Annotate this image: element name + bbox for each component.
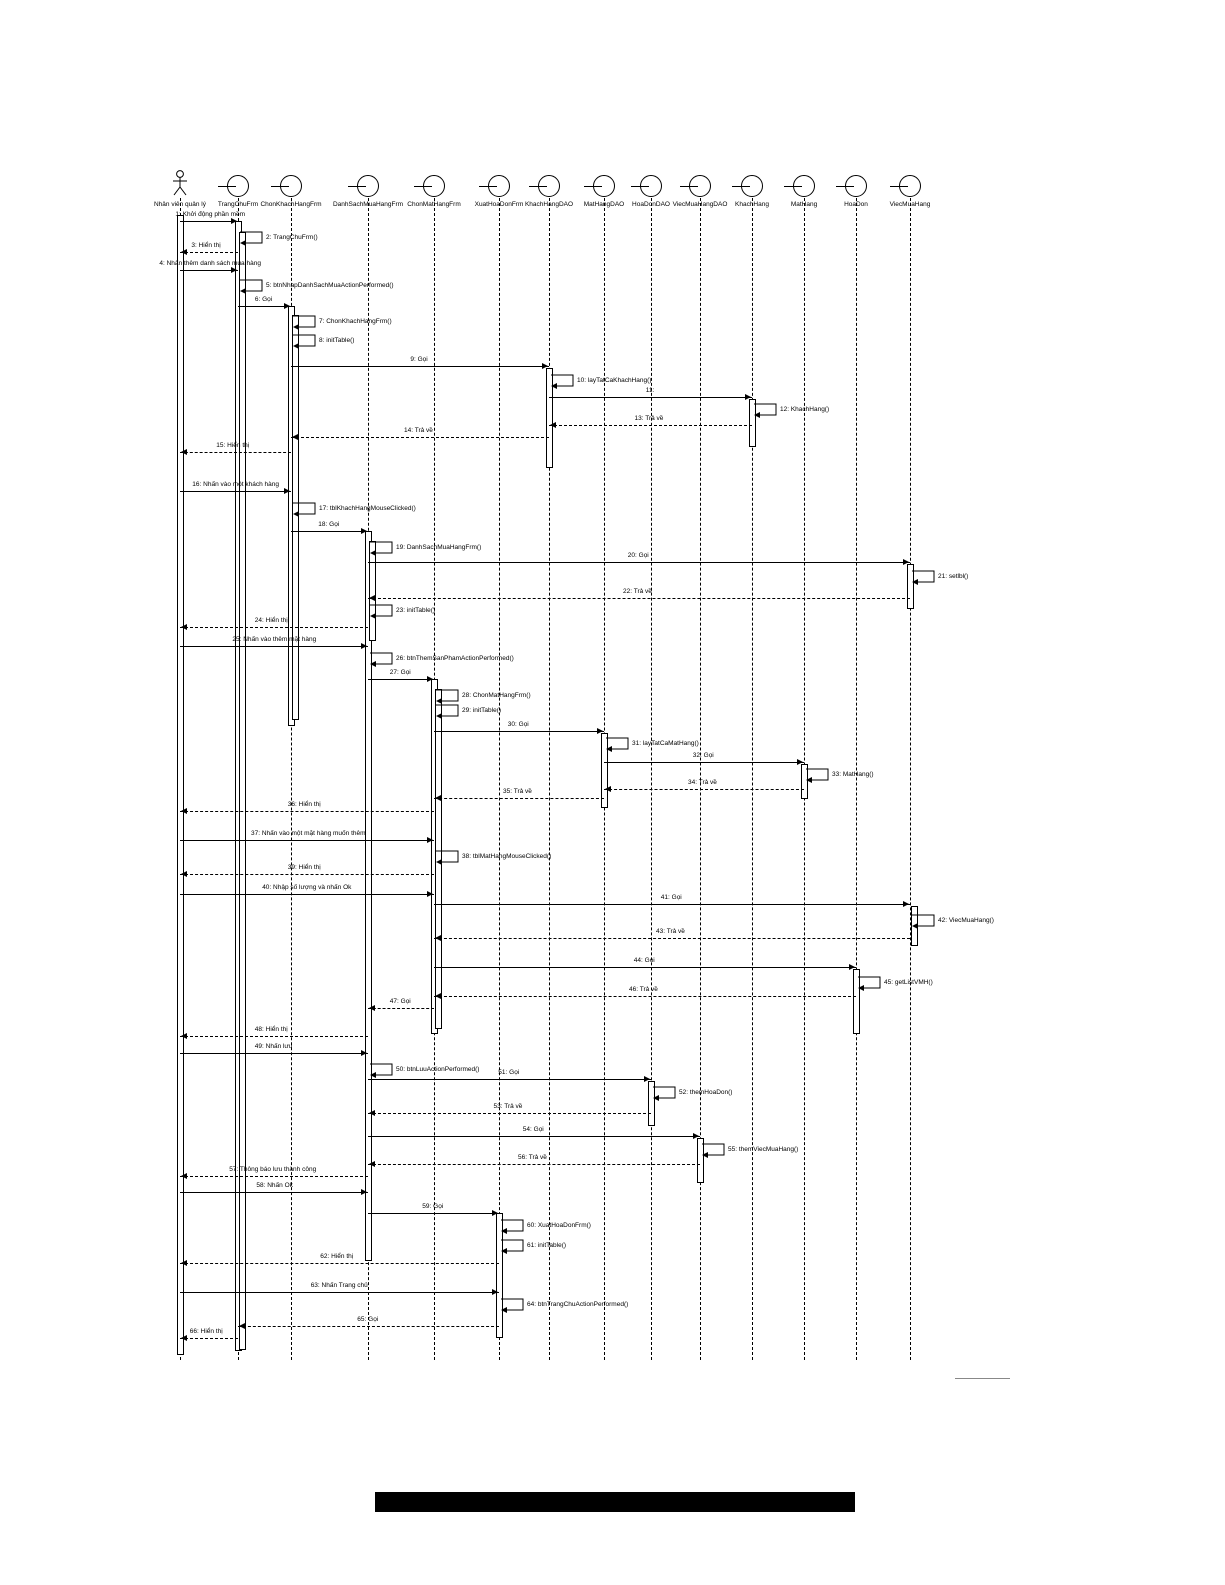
message-label-60: 60: XuatHoaDonFrm()	[527, 1222, 591, 1229]
arrowhead-23	[370, 613, 376, 619]
arrowhead-29	[436, 713, 442, 719]
message-line-32	[604, 762, 804, 763]
message-label-28: 28: ChonMatHangFrm()	[462, 692, 531, 699]
lifeline-label-hoadon: HoaDon	[844, 201, 868, 208]
lifeline-label-khdao: KhachHangDAO	[524, 201, 574, 208]
lifeline-label-dsmh: DanhSachMuaHangFrm	[332, 201, 404, 208]
lifeline-label-actor: Nhân viên quản lý	[153, 201, 207, 208]
message-line-20	[368, 562, 910, 563]
message-label-25: 25: Nhấn vào thêm mặt hàng	[232, 636, 317, 643]
lifeline-label-trangchu: TrangChuFrm	[217, 201, 259, 208]
message-label-30: 30: Gọi	[507, 721, 529, 728]
arrowhead-55	[702, 1152, 708, 1158]
message-line-53	[368, 1113, 651, 1114]
message-label-3: 3: Hiển thị	[191, 242, 221, 249]
message-line-56	[368, 1164, 700, 1165]
message-label-63: 63: Nhấn Trang chủ	[310, 1282, 368, 1289]
message-label-53: 53: Trả về	[493, 1103, 523, 1110]
message-label-49: 49: Nhấn lưu	[254, 1043, 293, 1050]
message-label-17: 17: tblKhachHangMouseClicked()	[319, 505, 416, 512]
arrowhead-11	[745, 394, 751, 400]
message-line-44	[434, 967, 856, 968]
footer-rule	[955, 1378, 1010, 1379]
arrowhead-24	[181, 624, 187, 630]
arrowhead-53	[369, 1110, 375, 1116]
arrowhead-42	[912, 923, 918, 929]
arrowhead-40	[427, 891, 433, 897]
lifeline-label-chonmh: ChonMatHangFrm	[407, 201, 461, 208]
message-line-59	[368, 1213, 499, 1214]
message-label-15: 15: Hiển thị	[216, 442, 250, 449]
lifeline-head-tick	[631, 186, 649, 187]
message-line-11	[549, 397, 752, 398]
message-label-42: 42: ViecMuaHang()	[938, 917, 994, 924]
arrowhead-54	[693, 1133, 699, 1139]
arrowhead-33	[806, 777, 812, 783]
lifeline-label-vmhdao: ViecMuaHangDAO	[672, 201, 728, 208]
arrowhead-2	[240, 240, 246, 246]
message-label-10: 10: layTatCaKhachHang()	[577, 377, 652, 384]
arrowhead-19	[370, 550, 376, 556]
arrowhead-8	[293, 343, 299, 349]
lifeline-label-chonkh: ChonKhachHangFrm	[260, 201, 322, 208]
lifeline-label-hddao: HoaDonDAO	[632, 201, 670, 208]
message-line-16	[180, 491, 291, 492]
lifeline-label-mathang: MatHang	[790, 201, 818, 208]
arrowhead-3	[181, 249, 187, 255]
lifeline-head-tick	[348, 186, 366, 187]
message-label-41: 41: Gọi	[660, 894, 682, 901]
message-label-16: 16: Nhấn vào một khách hàng	[192, 481, 280, 488]
message-label-57: 57: Thông báo lưu thành công	[229, 1166, 317, 1173]
message-line-63	[180, 1292, 499, 1293]
message-label-55: 55: themViecMuaHang()	[728, 1146, 799, 1153]
lifeline-label-xuathd: XuatHoaDonFrm	[474, 201, 524, 208]
message-line-3	[180, 252, 238, 253]
message-line-1	[180, 221, 238, 222]
arrowhead-31	[606, 746, 612, 752]
arrowhead-59	[492, 1210, 498, 1216]
message-label-12: 12: KhachHang()	[780, 406, 830, 413]
message-label-1: 1: Khởi động phần mềm	[175, 211, 246, 218]
message-label-21: 21: setlbl()	[938, 573, 969, 580]
message-line-27	[368, 679, 434, 680]
arrowhead-14	[292, 434, 298, 440]
message-line-9	[291, 366, 549, 367]
message-label-31: 31: layTatCaMatHang()	[632, 740, 699, 747]
message-label-6: 6: Gọi	[254, 296, 273, 303]
message-label-56: 56: Trả về	[518, 1154, 547, 1161]
lifeline-label-khachhang: KhachHang	[735, 201, 769, 208]
lifeline-head-tick	[784, 186, 802, 187]
arrowhead-57	[181, 1173, 187, 1179]
arrowhead-6	[284, 303, 290, 309]
lifeline-head-tick	[479, 186, 497, 187]
message-label-66: 66: Hiển thị	[189, 1328, 223, 1335]
message-label-13: 13: Trả về	[634, 415, 664, 422]
message-label-62: 62: Hiển thị	[320, 1253, 354, 1260]
arrowhead-56	[369, 1161, 375, 1167]
lifeline-head-tick	[218, 186, 236, 187]
lifeline-head-tick	[584, 186, 602, 187]
message-line-54	[368, 1136, 700, 1137]
arrowhead-52	[653, 1095, 659, 1101]
message-label-5: 5: btnNhapDanhSachMuaActionPerformed()	[266, 282, 394, 289]
message-line-15	[180, 452, 291, 453]
message-line-58	[180, 1192, 368, 1193]
message-label-14: 14: Trả về	[404, 427, 433, 434]
lifeline-head-tick	[680, 186, 698, 187]
message-line-18	[291, 531, 368, 532]
message-line-13	[549, 425, 752, 426]
arrowhead-43	[435, 935, 441, 941]
arrowhead-48	[181, 1033, 187, 1039]
message-label-43: 43: Trả về	[656, 928, 685, 935]
message-line-43	[434, 938, 910, 939]
arrowhead-9	[542, 363, 548, 369]
message-line-22	[368, 598, 910, 599]
message-line-36	[180, 811, 434, 812]
message-label-38: 38: tblMatHangMouseClicked()	[462, 853, 552, 860]
message-label-4: 4: Nhấn thêm danh sách mua hàng	[159, 260, 261, 267]
arrowhead-26	[370, 661, 376, 667]
message-label-33: 33: MatHang()	[832, 771, 874, 778]
message-line-30	[434, 731, 604, 732]
page-footer-bar	[375, 1492, 855, 1512]
message-line-51	[368, 1079, 651, 1080]
lifeline-head-tick	[414, 186, 432, 187]
arrowhead-41	[903, 901, 909, 907]
lifeline-xuathd	[499, 198, 500, 1360]
message-label-45: 45: getListVMH()	[884, 979, 933, 986]
arrowhead-21	[912, 579, 918, 585]
message-label-58: 58: Nhấn Ok	[256, 1182, 293, 1189]
message-label-2: 2: TrangChuFrm()	[266, 234, 318, 241]
message-label-61: 61: initTable()	[527, 1242, 567, 1249]
arrowhead-20	[903, 559, 909, 565]
arrowhead-5	[240, 288, 246, 294]
lifeline-label-viecmuahang: ViecMuaHang	[889, 201, 931, 208]
message-line-40	[180, 894, 434, 895]
arrowhead-18	[361, 528, 367, 534]
message-label-48: 48: Hiển thị	[254, 1026, 288, 1033]
arrowhead-25	[361, 643, 367, 649]
arrowhead-65	[239, 1323, 245, 1329]
message-label-59: 59: Gọi	[422, 1203, 444, 1210]
arrowhead-38	[436, 859, 442, 865]
message-label-26: 26: btnThemSanPhamActionPerformed()	[396, 655, 514, 662]
lifeline-head-tick	[529, 186, 547, 187]
message-line-25	[180, 646, 368, 647]
arrowhead-62	[181, 1260, 187, 1266]
arrowhead-47	[369, 1005, 375, 1011]
message-line-35	[434, 798, 604, 799]
arrowhead-49	[361, 1050, 367, 1056]
message-label-27: 27: Gọi	[389, 669, 411, 676]
lifeline-head-tick	[732, 186, 750, 187]
message-label-46: 46: Trả về	[629, 986, 658, 993]
arrowhead-35	[435, 795, 441, 801]
message-line-66	[180, 1338, 238, 1339]
message-label-23: 23: initTable()	[396, 607, 436, 614]
message-line-14	[291, 437, 549, 438]
message-label-34: 34: Trả về	[688, 779, 717, 786]
arrowhead-7	[293, 324, 299, 330]
message-label-18: 18: Gọi	[318, 521, 340, 528]
message-line-4	[180, 270, 238, 271]
message-label-54: 54: Gọi	[522, 1126, 544, 1133]
message-label-29: 29: initTable()	[462, 707, 502, 714]
lifeline-head-tick	[271, 186, 289, 187]
arrowhead-36	[181, 808, 187, 814]
arrowhead-44	[849, 964, 855, 970]
message-line-48	[180, 1036, 368, 1037]
message-label-32: 32: Gọi	[692, 752, 714, 759]
message-line-62	[180, 1263, 499, 1264]
message-label-20: 20: Gọi	[627, 552, 649, 559]
message-line-34	[604, 789, 804, 790]
message-label-65: 65: Gọi	[357, 1316, 379, 1323]
message-label-24: 24: Hiển thị	[254, 617, 288, 624]
arrowhead-4	[231, 267, 237, 273]
arrowhead-22	[369, 595, 375, 601]
arrowhead-66	[181, 1335, 187, 1341]
message-label-52: 52: themHoaDon()	[679, 1089, 733, 1096]
message-line-39	[180, 874, 434, 875]
arrowhead-1	[231, 218, 237, 224]
activation-bar-actor	[177, 215, 184, 1355]
message-label-50: 50: btnLuuActionPerformed()	[396, 1066, 480, 1073]
arrowhead-15	[181, 449, 187, 455]
message-line-46	[434, 996, 856, 997]
activation-bar-trangchu2	[239, 232, 246, 1350]
arrowhead-13	[550, 422, 556, 428]
lifeline-hoadon	[856, 198, 857, 1360]
arrowhead-30	[597, 728, 603, 734]
message-label-44: 44: Gọi	[633, 957, 655, 964]
message-line-65	[238, 1326, 499, 1327]
arrowhead-51	[644, 1076, 650, 1082]
arrowhead-34	[605, 786, 611, 792]
arrowhead-60	[501, 1228, 507, 1234]
message-label-51: 51: Gọi	[498, 1069, 520, 1076]
arrowhead-10	[551, 383, 557, 389]
message-line-24	[180, 627, 368, 628]
arrowhead-39	[181, 871, 187, 877]
arrowhead-37	[427, 837, 433, 843]
message-line-49	[180, 1053, 368, 1054]
arrowhead-32	[797, 759, 803, 765]
arrowhead-12	[754, 412, 760, 418]
arrowhead-58	[361, 1189, 367, 1195]
message-label-7: 7: ChonKhachHangFrm()	[319, 318, 392, 325]
message-label-40: 40: Nhập số lượng và nhấn Ok	[262, 884, 352, 891]
lifeline-viecmuahang	[910, 198, 911, 1360]
message-line-37	[180, 840, 434, 841]
message-label-37: 37: Nhấn vào một mặt hàng muốn thêm	[251, 830, 366, 837]
arrowhead-50	[370, 1072, 376, 1078]
message-label-8: 8: initTable()	[319, 337, 355, 344]
lifeline-head-tick	[890, 186, 908, 187]
message-line-57	[180, 1176, 368, 1177]
lifeline-khachhang	[752, 198, 753, 1360]
message-line-47	[368, 1008, 434, 1009]
lifeline-head-tick	[836, 186, 854, 187]
message-label-39: 39: Hiển thị	[287, 864, 321, 871]
message-line-41	[434, 904, 910, 905]
message-label-36: 36: Hiển thị	[287, 801, 321, 808]
message-label-64: 64: btnTrangChuActionPerformed()	[527, 1301, 629, 1308]
arrowhead-64	[501, 1307, 507, 1313]
lifeline-hddao	[651, 198, 652, 1360]
arrowhead-63	[492, 1289, 498, 1295]
message-label-47: 47: Gọi	[389, 998, 411, 1005]
arrowhead-16	[284, 488, 290, 494]
arrowhead-45	[858, 985, 864, 991]
arrowhead-61	[501, 1248, 507, 1254]
message-label-22: 22: Trả về	[623, 588, 652, 595]
message-label-9: 9: Gọi	[410, 356, 428, 363]
arrowhead-27	[427, 676, 433, 682]
message-label-19: 19: DanhSachMuaHangFrm()	[396, 544, 482, 551]
message-label-35: 35: Trả về	[503, 788, 532, 795]
lifeline-label-mhdao: MatHangDAO	[583, 201, 625, 208]
message-label-11: 11:	[645, 387, 655, 394]
arrowhead-46	[435, 993, 441, 999]
arrowhead-17	[293, 511, 299, 517]
